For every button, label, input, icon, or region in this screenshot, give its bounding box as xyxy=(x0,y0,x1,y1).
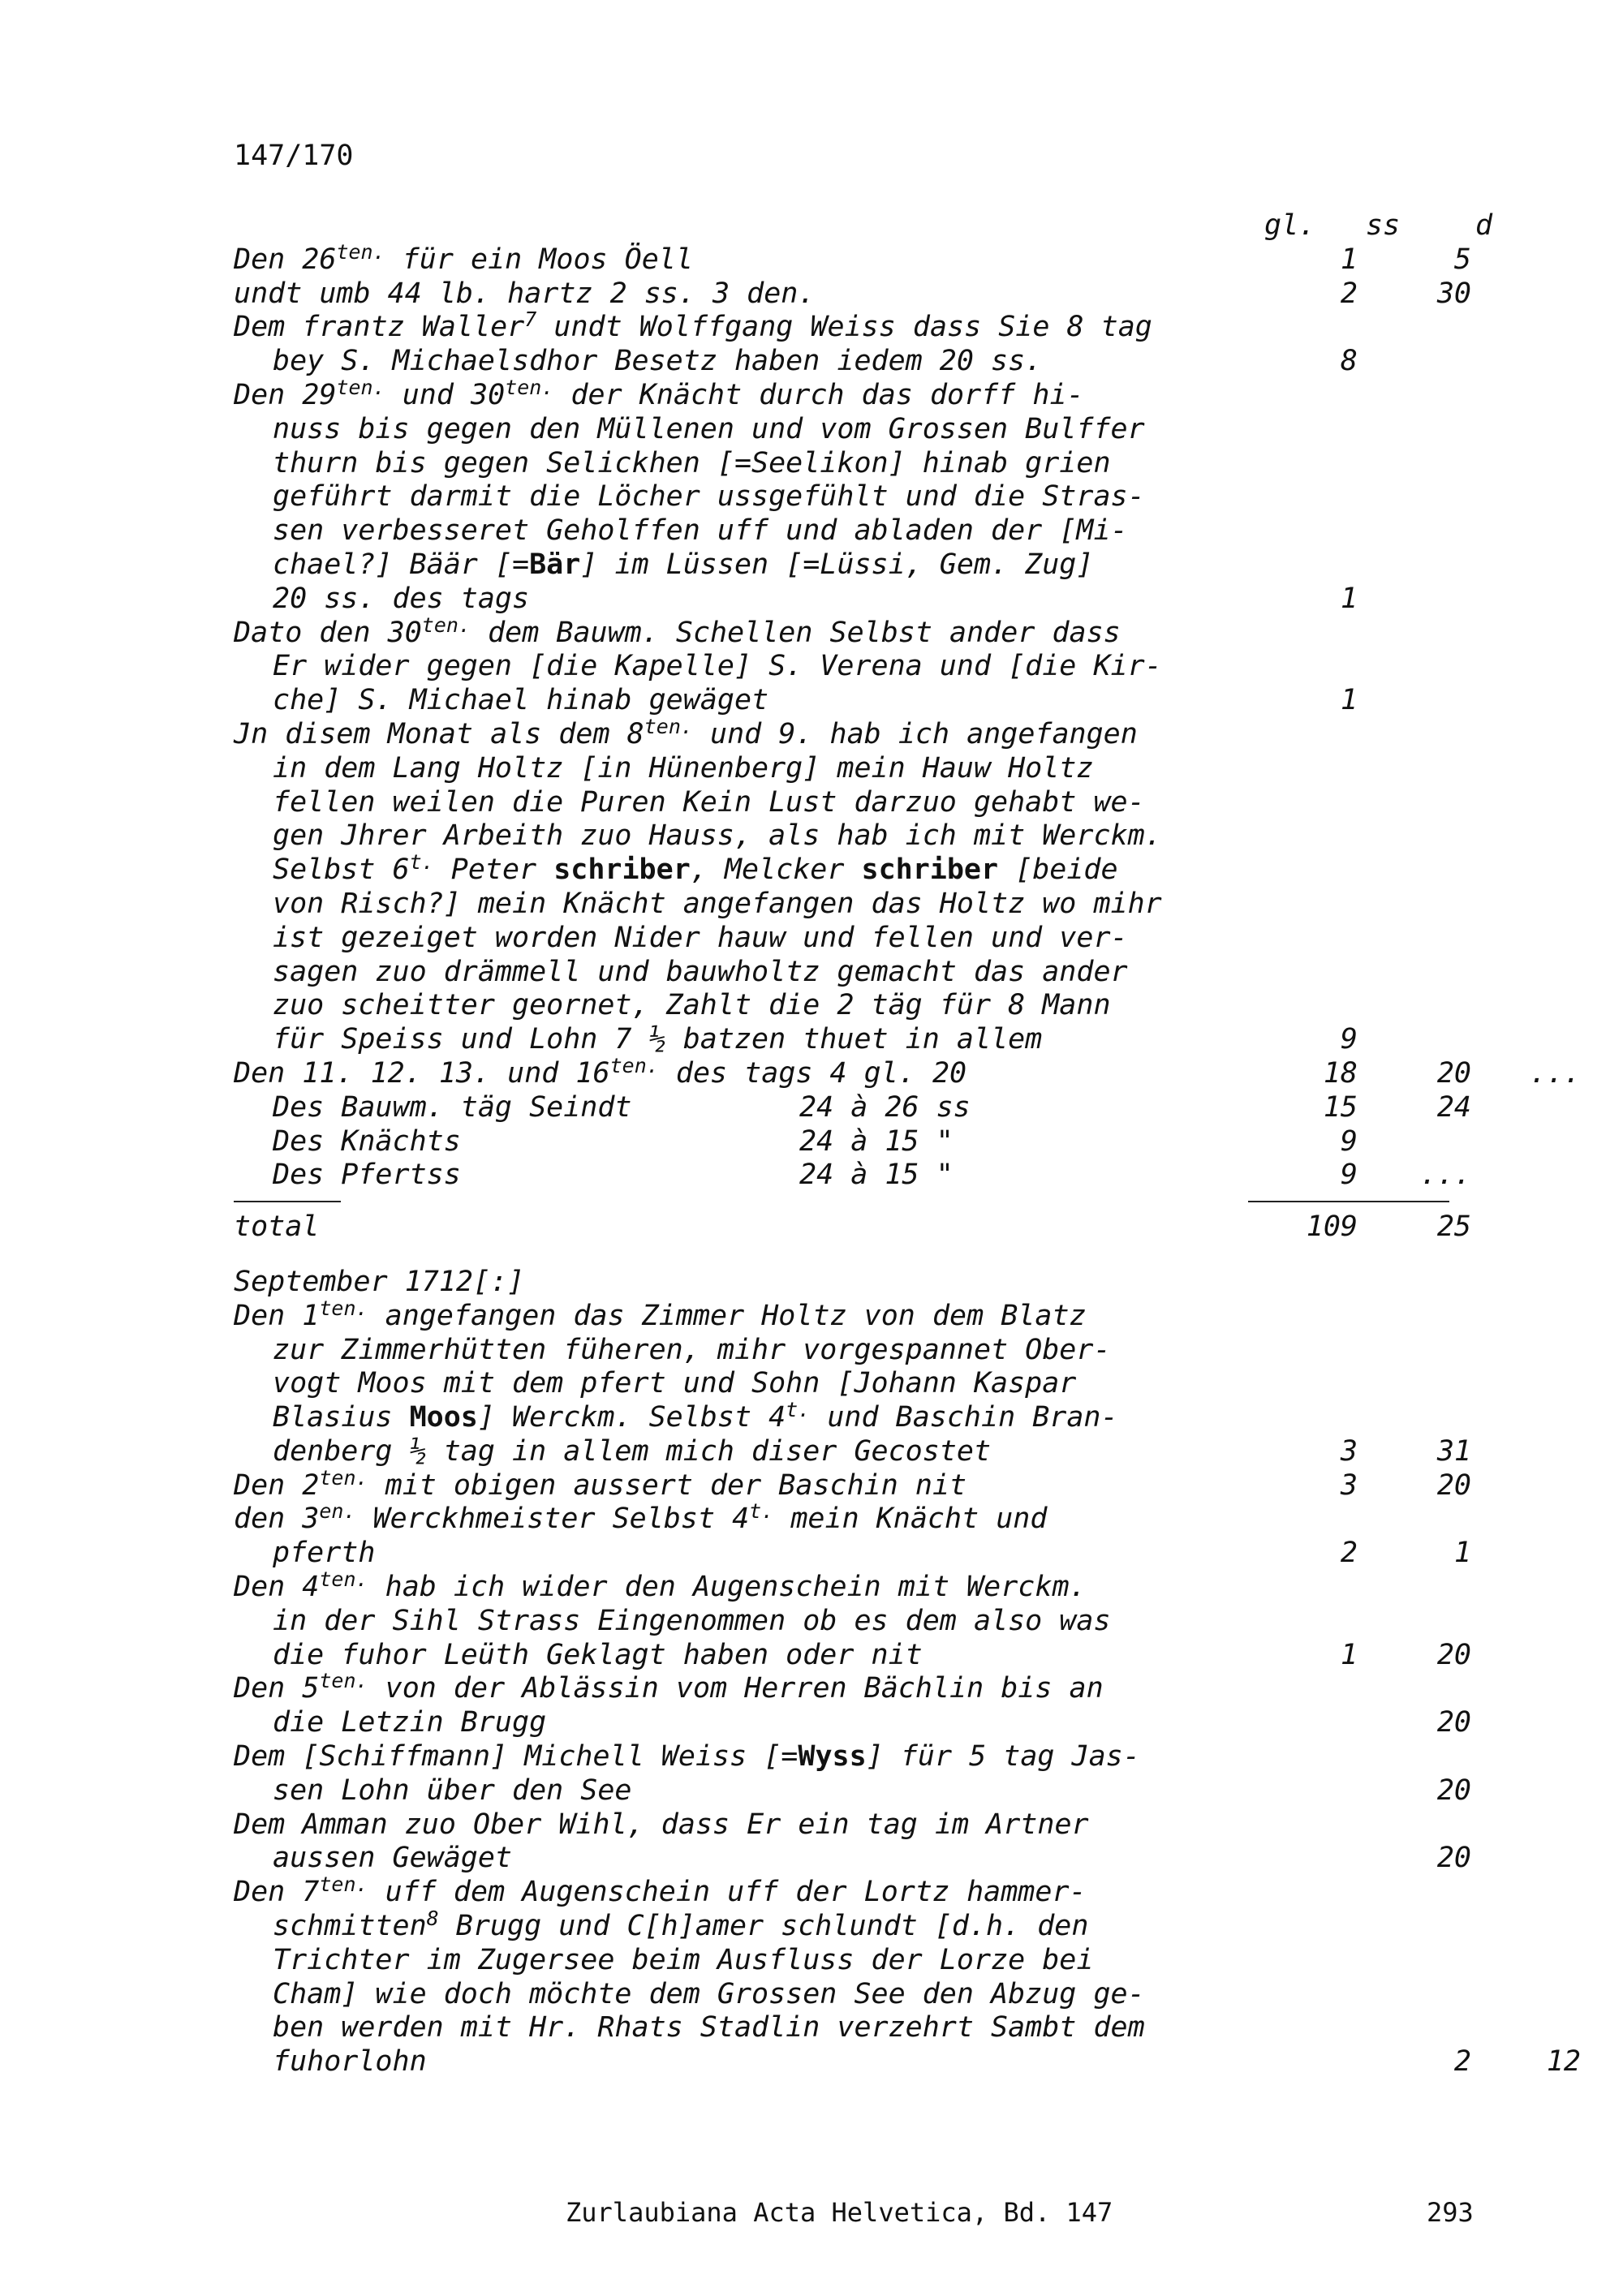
ledger-line xyxy=(234,1053,1581,1091)
amount-gl: 1 xyxy=(1340,1638,1358,1671)
subentry-label: Des Knächts xyxy=(273,1124,461,1158)
subentry-label: Des Bauwm. täg Seindt xyxy=(273,1090,632,1124)
ledger-line xyxy=(234,650,1467,684)
spacer xyxy=(234,1245,1467,1266)
ledger-line xyxy=(234,583,1467,617)
entry-text: für Speiss und Lohn 7 ½ batzen thuet in allem xyxy=(273,1023,1043,1056)
ledger-line xyxy=(234,613,1467,651)
entry-text: Den 11. 12. 13. und $16^{ten.}$ des tags 4 gl. 20 xyxy=(234,1053,967,1090)
amount-ss: 1 xyxy=(1453,1537,1471,1570)
entry-text: bey S. Michaelsdhor Besetz haben iedem 20 ss. xyxy=(273,345,1043,378)
entry-text: zuo scheitter geornet, Zahlt die 2 täg für 8 Mann xyxy=(273,989,1111,1022)
entry-text: Dato den $30^{ten.}$ dem Bauwm. Schellen Selbst ander dass xyxy=(234,613,1121,649)
entry-text: nuss bis gegen den Müllenen und vom Grossen Bulffer xyxy=(273,412,1145,445)
ledger-line xyxy=(234,1499,1467,1537)
ledger-subentries xyxy=(234,1090,1471,1193)
ledger-line xyxy=(234,1638,1471,1673)
ledger-line xyxy=(234,1296,1467,1334)
entry-text: die fuhor Leüth Geklagt haben oder nit xyxy=(273,1638,923,1671)
amount-d: 12 xyxy=(1546,2045,1581,2079)
ledger-line xyxy=(234,447,1467,481)
ledger-line xyxy=(234,1567,1467,1605)
entry-text: sen Lohn über den See xyxy=(273,1774,632,1807)
entry-text: Den $7^{ten.}$ uff dem Augenschein uff der Lortz hammer- xyxy=(234,1872,1087,1909)
entry-text: Den $5^{ten.}$ von der Ablässin vom Herren Bächlin bis an xyxy=(234,1669,1104,1705)
ledger xyxy=(234,209,1581,2079)
page-reference: 147/170 xyxy=(234,140,354,172)
entry-text: denberg ½ tag in allem mich diser Gecostet xyxy=(273,1434,992,1468)
ledger-line xyxy=(234,1434,1471,1469)
ledger-line xyxy=(234,548,1467,583)
amount-gl: 3 xyxy=(1340,1468,1358,1502)
ledger-line xyxy=(234,714,1467,752)
column-header-ss: ss xyxy=(1366,209,1401,242)
entry-text: Selbst $6^{t.}$ Peter schriber, Melcker schriber [beide xyxy=(273,850,1118,887)
amount-ss: 30 xyxy=(1436,277,1471,310)
entry-text: schmitten$^8$ Brugg und C[h]amer schlundt [d.h. den xyxy=(273,1907,1089,1943)
ledger-line xyxy=(234,413,1467,447)
entry-text: Dem [Schiffmann] Michell Weiss [=Wyss] für 5 tag Jas- xyxy=(234,1740,1140,1774)
amount-ss: 5 xyxy=(1453,243,1471,276)
entry-text: zur Zimmerhütten füheren, mihr vorgespannet Ober- xyxy=(273,1333,1111,1366)
ledger-entries-september xyxy=(234,1265,1581,2079)
ledger-line xyxy=(234,850,1467,888)
ledger-line xyxy=(234,375,1467,413)
amount-gl: 1 xyxy=(1340,684,1358,717)
entry-text: 20 ss. des tags xyxy=(273,582,530,615)
amount-gl: 1 xyxy=(1340,243,1358,276)
entry-text: Den $26^{ten.}$ für ein Moos Öell xyxy=(234,239,693,276)
entry-text: Den $2^{ten.}$ mit obigen aussert der Baschin nit xyxy=(234,1465,967,1502)
amount-gl: 15 xyxy=(1323,1090,1358,1124)
ledger-subline xyxy=(234,1159,1471,1193)
entry-text: chael?] Bäär [=Bär] im Lüssen [=Lüssi, Gem. Zug] xyxy=(273,548,1094,581)
amount-ss: 31 xyxy=(1436,1434,1471,1468)
amount-gl: 18 xyxy=(1323,1056,1358,1090)
total-row xyxy=(234,1210,1471,1245)
total-label: total xyxy=(234,1210,320,1244)
ledger-line xyxy=(234,239,1471,277)
ledger-line xyxy=(234,1907,1467,1944)
ledger-line xyxy=(234,1537,1471,1571)
amount-gl: 8 xyxy=(1340,345,1358,378)
amount-ss: 20 xyxy=(1436,1056,1471,1090)
entry-text: gen Jhrer Arbeith zuo Hauss, als hab ich mit Werckm. xyxy=(273,819,1162,853)
amount-d: ... xyxy=(1529,1056,1581,1090)
ledger-line xyxy=(234,922,1467,956)
total-ss: 25 xyxy=(1436,1210,1471,1244)
ledger-line xyxy=(234,1944,1467,1978)
ledger-line xyxy=(234,1978,1467,2012)
ledger-line xyxy=(234,480,1467,514)
entry-text: fuhorlohn xyxy=(273,2045,427,2079)
ledger-line xyxy=(234,1605,1467,1639)
entry-text: Dem Amman zuo Ober Wihl, dass Er ein tag im Artner xyxy=(234,1808,1089,1841)
ledger-line xyxy=(234,1465,1471,1503)
ledger-line xyxy=(234,1808,1467,1842)
entry-text: aussen Gewäget xyxy=(273,1842,513,1875)
column-header-gl: gl. xyxy=(1264,209,1316,242)
column-header xyxy=(234,209,1493,243)
entry-text: September 1712[:] xyxy=(234,1265,525,1298)
amount-gl: 2 xyxy=(1340,1537,1358,1570)
amount-ss: 20 xyxy=(1436,1638,1471,1671)
ledger-line xyxy=(234,2045,1581,2079)
entry-text: Cham] wie doch möchte dem Grossen See den Abzug ge- xyxy=(273,1977,1145,2010)
entry-text: sagen zuo drämmell und bauwholtz gemacht das ander xyxy=(273,955,1128,988)
entry-text: sen verbesseret Geholffen uff und abladen der [Mi- xyxy=(273,514,1128,548)
subentry-rate: 24 à 26 ss xyxy=(799,1090,971,1124)
ledger-line xyxy=(234,1023,1467,1057)
entry-text: ist gezeiget worden Nider hauw und fellen und ver- xyxy=(273,921,1128,954)
ledger-line xyxy=(234,1706,1471,1740)
ledger-line xyxy=(234,1774,1471,1808)
footer-page-number: 293 xyxy=(1427,2197,1474,2228)
ledger-line xyxy=(234,2011,1467,2045)
ledger-line xyxy=(234,1842,1471,1876)
amount-ss: 20 xyxy=(1436,1774,1471,1807)
ledger-subline xyxy=(234,1125,1467,1159)
amount-gl: 2 xyxy=(1340,277,1358,310)
ledger-line xyxy=(234,277,1471,312)
entry-text: Dem frantz Waller$^7$ undt Wolffgang Weiss dass Sie 8 tag xyxy=(234,307,1152,344)
ledger-line xyxy=(234,956,1467,990)
entry-text: Blasius Moos] Werckm. Selbst $4^{t.}$ und Baschin Bran- xyxy=(273,1398,1118,1434)
amount-gl: 9 xyxy=(1340,1124,1358,1158)
rule-line-left xyxy=(234,1201,341,1202)
rule-line-right xyxy=(1248,1201,1449,1202)
amount-gl: 1 xyxy=(1340,582,1358,615)
entry-text: undt umb 44 lb. hartz 2 ss. 3 den. xyxy=(234,277,816,310)
ledger-line xyxy=(234,786,1467,820)
ledger-line xyxy=(234,1398,1467,1435)
ledger-line xyxy=(234,1367,1467,1401)
entry-text: Jn disem Monat als dem $8^{ten.}$ und 9. hab ich angefangen xyxy=(234,714,1138,750)
ledger-line xyxy=(234,1740,1467,1774)
amount-ss: 20 xyxy=(1436,1468,1471,1502)
amount-gl: 3 xyxy=(1340,1434,1358,1468)
entry-text: Den $1^{ten.}$ angefangen das Zimmer Holtz von dem Blatz xyxy=(234,1296,1087,1332)
total-gl: 109 xyxy=(1306,1210,1358,1244)
amount-gl: 9 xyxy=(1340,1159,1358,1192)
entry-text: geführt darmit die Löcher ussgefühlt und die Stras- xyxy=(273,480,1145,514)
entry-text: che] S. Michael hinab gewäget xyxy=(273,684,769,717)
entry-text: Den $29^{ten.}$ und $30^{ten.}$ der Knächt durch das dorff hi- xyxy=(234,375,1084,411)
entry-text: den $3^{en.}$ Werckhmeister Selbst $4^{t.}$ mein Knächt und xyxy=(234,1499,1048,1536)
entry-text: thurn bis gegen Selickhen [=Seelikon] hinab grien xyxy=(273,446,1111,479)
ledger-line xyxy=(234,1872,1467,1910)
entry-text: in dem Lang Holtz [in Hünenberg] mein Hauw Holtz xyxy=(273,751,1094,785)
ledger-line xyxy=(234,888,1467,922)
ledger-line xyxy=(234,307,1467,345)
entry-text: Trichter im Zugersee beim Ausfluss der Lorze bei xyxy=(273,1943,1094,1976)
amount-ss: 2 xyxy=(1453,2045,1471,2079)
entry-text: Den $4^{ten.}$ hab ich wider den Augenschein mit Werckm. xyxy=(234,1567,1087,1604)
ledger-line xyxy=(234,684,1467,718)
subentry-rate: 24 à 15 " xyxy=(799,1124,954,1158)
ledger-line xyxy=(234,1334,1467,1368)
entry-text: in der Sihl Strass Eingenommen ob es dem also was xyxy=(273,1604,1111,1637)
ledger-line xyxy=(234,752,1467,786)
entry-text: von Risch?] mein Knächt angefangen das Holtz wo mihr xyxy=(273,887,1162,920)
ledger-line xyxy=(234,1266,1467,1300)
entry-text: pferth xyxy=(273,1537,376,1570)
subentry-label: Des Pfertss xyxy=(273,1159,461,1192)
entry-text: fellen weilen die Puren Kein Lust darzuo gehabt we- xyxy=(273,785,1145,819)
ledger-line xyxy=(234,345,1467,379)
amount-ss: ... xyxy=(1419,1159,1471,1192)
ledger-subline xyxy=(234,1090,1471,1125)
amount-ss: 20 xyxy=(1436,1842,1471,1875)
footer-title: Zurlaubiana Acta Helvetica, Bd. 147 xyxy=(566,2197,1113,2228)
amount-ss: 24 xyxy=(1436,1090,1471,1124)
entry-text: die Letzin Brugg xyxy=(273,1706,547,1739)
ledger-entries-august xyxy=(234,239,1581,1091)
subentry-rate: 24 à 15 " xyxy=(799,1159,954,1192)
entry-text: vogt Moos mit dem pfert und Sohn [Johann Kaspar xyxy=(273,1367,1077,1400)
entry-text: ben werden mit Hr. Rhats Stadlin verzehrt Sambt dem xyxy=(273,2011,1145,2044)
amount-gl: 9 xyxy=(1340,1023,1358,1056)
ledger-line xyxy=(234,1669,1467,1706)
rule-row xyxy=(234,1193,1467,1210)
ledger-line xyxy=(234,514,1467,548)
column-header-d: d xyxy=(1475,209,1493,242)
ledger-line xyxy=(234,819,1467,853)
entry-text: Er wider gegen [die Kapelle] S. Verena und [die Kir- xyxy=(273,650,1162,683)
ledger-line xyxy=(234,989,1467,1023)
amount-ss: 20 xyxy=(1436,1706,1471,1739)
